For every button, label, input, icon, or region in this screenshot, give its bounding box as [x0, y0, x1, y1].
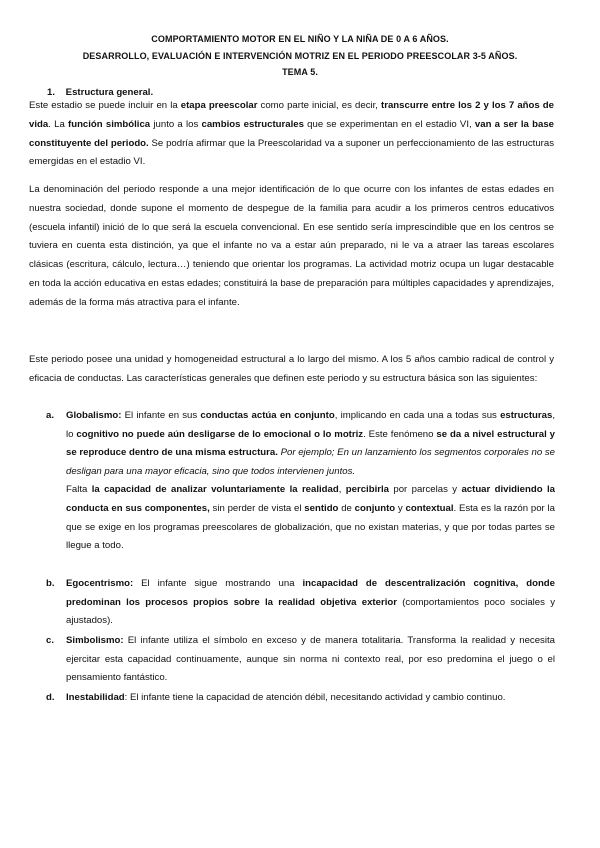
list-item-label: c. [46, 635, 55, 646]
list-item-term: Globalismo: [66, 410, 122, 421]
list-item-egocentrismo [46, 575, 555, 631]
text-run: El infante utiliza el símbolo en exceso y de manera totalitaria. Transforma la realidad y necesita ejercitar esta capacidad continuamente, aunque sin norma ni contexto real, por eso predomina el juego o el pensamiento fantástico. [66, 635, 555, 684]
section-title: Estructura general. [65, 87, 154, 98]
text-run: . Este fenómeno [363, 428, 437, 440]
list-item-inestabilidad [46, 689, 555, 708]
bold-run: conductas actúa en conjunto [200, 410, 335, 421]
text-run: , [338, 484, 346, 496]
text-run: junto a los [150, 118, 202, 130]
bold-run: incapacidad de descentralización cognitiva, donde predominan los procesos propios sobre la realidad objetiva exterior [66, 578, 555, 608]
section-number: 1. [47, 87, 56, 98]
bold-run: contextual [405, 502, 454, 514]
text-run: El infante sigue mostrando una [133, 578, 303, 589]
bold-run: transcurre entre los 2 y los 7 años de vida [29, 100, 554, 130]
list-item-body [66, 407, 555, 481]
text-run: de [338, 502, 355, 514]
text-run: El infante en sus [121, 410, 201, 421]
list-item-continuation [66, 481, 555, 555]
document-title-line-3: TEMA 5. [282, 67, 318, 77]
text-run: Este estadio se puede incluir en la [29, 100, 181, 111]
document-title-line-1: COMPORTAMIENTO MOTOR EN EL NIÑO Y LA NIÑA DE 0 A 6 AÑOS. [151, 34, 449, 44]
text-run: Se podría afirmar que la Preescolaridad va a suponer un perfeccionamiento de las estructuras emergidas en el estadio VI. [29, 137, 555, 168]
document-title-line-2: DESARROLLO, EVALUACIÓN E INTERVENCIÓN MOTRIZ EN EL PERIODO PREESCOLAR 3-5 AÑOS. [82, 51, 518, 61]
bold-run: función simbólica [68, 118, 151, 130]
text-run: que se experimentan en el estadio VI, [303, 118, 475, 130]
list-item-simbolismo [46, 632, 555, 688]
bold-run: la capacidad de analizar voluntariamente la realidad [91, 484, 339, 496]
bold-run: etapa preescolar [180, 100, 258, 111]
list-item-label: a. [46, 410, 55, 421]
italic-example: Por ejemplo; En un lanzamiento los segmentos corporales no se desligan para una mayor eficacia, sino que todos intervienen juntos. [66, 447, 555, 477]
list-item-term: Egocentrismo: [66, 578, 134, 589]
bold-run: conjunto [354, 502, 396, 514]
bold-run: cognitivo no puede aún desligarse de lo emocional o lo motriz [76, 428, 364, 440]
list-item-label: d. [46, 692, 55, 703]
list-item-label: b. [46, 578, 55, 589]
text-run: Falta [66, 484, 92, 496]
list-item-globalismo [46, 407, 555, 556]
paragraph-intro [29, 97, 554, 172]
text-run: (comportamientos poco sociales y ajustados). [66, 596, 555, 627]
text-run: , implicando en cada una a todas sus [334, 410, 501, 421]
bold-run: estructuras [500, 410, 553, 421]
text-run: como parte inicial, es decir, [257, 100, 382, 111]
list-item-term: Simbolismo: [66, 635, 124, 646]
list-item-term: Inestabilidad [66, 692, 125, 703]
bold-run: percibirla [345, 484, 389, 496]
text-run: : El infante tiene la capacidad de atención débil, necesitando actividad y cambio continuo. [124, 692, 506, 703]
bold-run: actuar dividiendo la conducta en sus componentes, [66, 484, 555, 514]
text-run: por parcelas y [389, 484, 462, 496]
text-run: y [395, 502, 406, 514]
bold-run: sentido [304, 502, 339, 514]
paragraph-characteristics: Este periodo posee una unidad y homogeneidad estructural a lo largo del mismo. A los 5 años cambio radical de control y eficacia de conductas. Las características generales que definen este periodo y su estructura básica son las siguientes: [29, 354, 554, 384]
bold-run: cambios estructurales [201, 118, 304, 130]
text-run: sin perder de vista el [209, 502, 305, 514]
text-run: . La [48, 118, 69, 130]
paragraph-denomination: La denominación del periodo responde a una mejor identificación de lo que ocurre con los infantes de estas edades en nuestra sociedad, donde supone el momento de despegue de la familia para acudir a los primeros centros educativos (escuela infantil) inició de lo que será la escuela convencional. En ese sentido sería imprescindible que en los centros se tuviera en cuenta esta distinción, ya que el infante no va a estar aún preparado, ni le va a atraer las tareas escolares clásicas (escritura, cálculo, lectura…) teniendo que orientar los programas. La actividad motriz ocupa un lugar destacable en toda la acción educativa en estas edades; constituirá la base de preparación para múltiples capacidades y aprendizajes, además de la forma más atractiva para el infante. [29, 184, 554, 308]
bold-run: van a ser la base constituyente del periodo. [29, 118, 554, 149]
text-run: . Esta es la razón por la que se exige en los programas preescolares de globalización, que no existan materias, y que por todas partes se llegue a todo. [66, 502, 555, 552]
bold-run: se da a nivel estructural y se reproduce dentro de una misma estructura. [66, 428, 555, 459]
text-run: , lo [66, 410, 555, 440]
